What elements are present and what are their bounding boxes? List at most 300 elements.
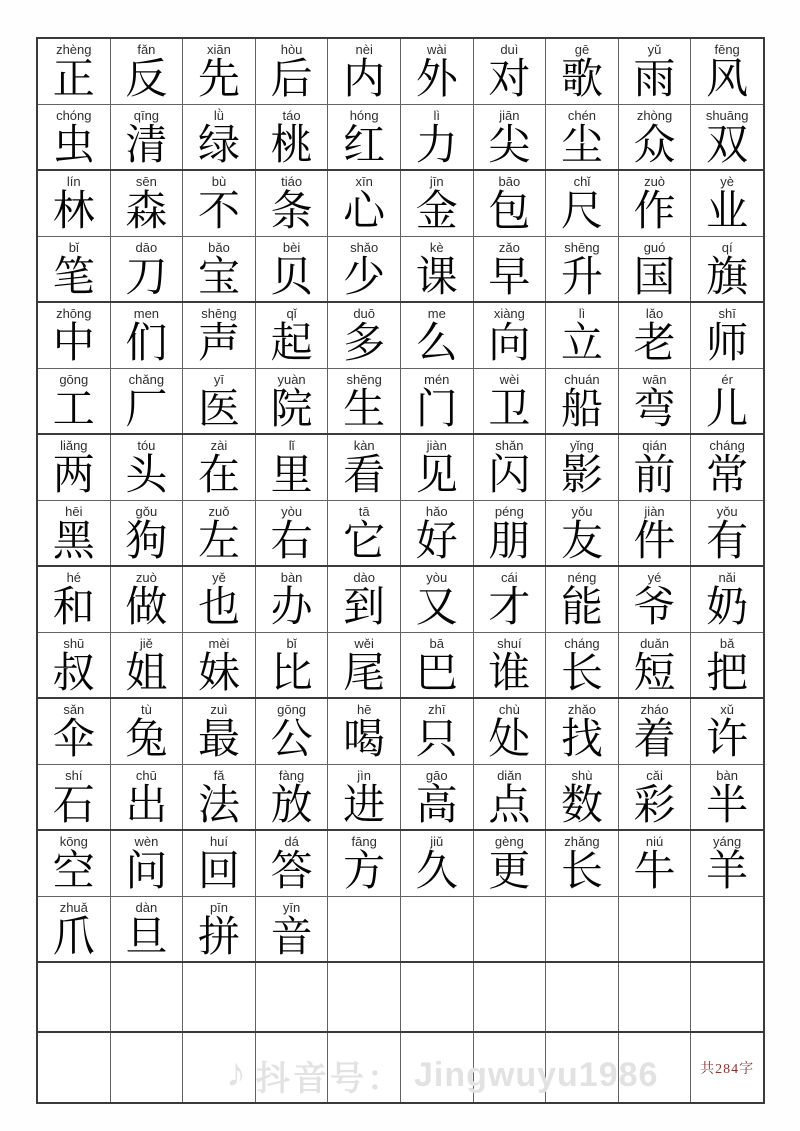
pinyin-label: duì: [500, 42, 519, 57]
table-row: [38, 699, 763, 765]
pinyin-label: cháng: [709, 438, 745, 453]
pinyin-label: mén: [424, 372, 450, 387]
char-cell: [183, 633, 256, 697]
hanzi-character: 心: [343, 189, 386, 235]
empty-cell: [619, 1033, 692, 1102]
pinyin-label: diǎn: [497, 768, 522, 783]
pinyin-label: yáng: [713, 834, 742, 849]
pinyin-label: cǎi: [646, 768, 663, 783]
hanzi-character: 中: [52, 321, 95, 367]
pinyin-label: wèn: [134, 834, 159, 849]
pinyin-label: jiàn: [426, 438, 447, 453]
char-cell: [256, 699, 329, 764]
hanzi-character: 空: [52, 849, 95, 895]
hanzi-character: 能: [560, 585, 603, 631]
hanzi-character: 少: [343, 255, 386, 301]
char-cell: [256, 237, 329, 301]
char-cell: [619, 105, 692, 169]
pinyin-label: dāo: [135, 240, 158, 255]
hanzi-character: 左: [197, 519, 240, 565]
char-cell: [38, 501, 111, 565]
empty-cell: [328, 963, 401, 1031]
pinyin-label: yīn: [282, 900, 301, 915]
hanzi-character: 工: [52, 387, 95, 433]
char-cell: [111, 237, 184, 301]
hanzi-character: 点: [488, 783, 531, 829]
pinyin-label: bǎo: [208, 240, 230, 255]
pinyin-label: hēi: [65, 504, 83, 519]
hanzi-character: 奶: [706, 585, 749, 631]
empty-cell: [474, 1033, 547, 1102]
pinyin-label: chóng: [56, 108, 92, 123]
char-cell: [691, 633, 763, 697]
pinyin-label: bā: [429, 636, 444, 651]
pinyin-label: pīn: [209, 900, 229, 915]
char-cell: [111, 105, 184, 169]
hanzi-character: 和: [52, 585, 95, 631]
char-cell: [691, 435, 763, 500]
pinyin-label: shī: [718, 306, 736, 321]
char-cell: [546, 501, 619, 565]
pinyin-label: yě: [212, 570, 226, 585]
char-cell: [256, 633, 329, 697]
pinyin-label: gōng: [277, 702, 307, 717]
hanzi-character: 出: [125, 783, 168, 829]
hanzi-character: 歌: [560, 57, 603, 103]
pinyin-label: bù: [211, 174, 227, 189]
pinyin-label: zhī: [428, 702, 446, 717]
char-cell: [256, 369, 329, 433]
table-row: [38, 303, 763, 369]
hanzi-character: 谁: [488, 651, 531, 697]
hanzi-character: 师: [706, 321, 749, 367]
hanzi-character: 虫: [52, 123, 95, 169]
hanzi-character: 看: [343, 453, 386, 499]
pinyin-label: xǔ: [720, 702, 734, 717]
pinyin-label: bǐ: [68, 240, 79, 255]
pinyin-label: lì: [578, 306, 586, 321]
hanzi-character: 到: [343, 585, 386, 631]
hanzi-character: 影: [560, 453, 603, 499]
hanzi-character: 课: [415, 255, 458, 301]
hanzi-character: 儿: [706, 387, 749, 433]
empty-cell: [619, 897, 692, 961]
char-cell: [256, 105, 329, 169]
pinyin-label: péng: [494, 504, 524, 519]
char-cell: [401, 435, 474, 500]
char-cell: [111, 765, 184, 829]
char-cell: [401, 633, 474, 697]
char-cell: [546, 171, 619, 236]
hanzi-character: 尾: [343, 651, 386, 697]
hanzi-character: 公: [270, 717, 313, 763]
char-cell: [619, 501, 692, 565]
hanzi-character: 对: [488, 57, 531, 103]
hanzi-character: 旗: [706, 255, 749, 301]
pinyin-label: fēng: [714, 42, 740, 57]
pinyin-label: chǎng: [128, 372, 165, 387]
hanzi-character: 朋: [488, 519, 531, 565]
hanzi-character: 刀: [125, 255, 168, 301]
char-cell: [474, 303, 547, 368]
pinyin-label: zhòng: [636, 108, 673, 123]
pinyin-label: bǎ: [719, 636, 735, 651]
pinyin-label: xiàng: [493, 306, 525, 321]
pinyin-label: cái: [501, 570, 518, 585]
pinyin-label: yǐng: [570, 438, 594, 453]
pinyin-label: chén: [567, 108, 597, 123]
hanzi-character: 先: [197, 57, 240, 103]
hanzi-character: 久: [415, 849, 458, 895]
pinyin-label: xīn: [355, 174, 373, 189]
char-cell: [401, 765, 474, 829]
hanzi-character: 旦: [125, 915, 168, 961]
char-cell: [546, 699, 619, 764]
empty-cell: [401, 897, 474, 961]
char-cell: [38, 39, 111, 104]
hanzi-character: 桃: [270, 123, 313, 169]
hanzi-character: 弯: [633, 387, 676, 433]
char-cell: [111, 897, 184, 961]
hanzi-character: 老: [633, 321, 676, 367]
pinyin-label: fǎ: [213, 768, 225, 783]
char-cell: [474, 501, 547, 565]
pinyin-label: niú: [645, 834, 664, 849]
pinyin-label: shǎn: [495, 438, 524, 453]
pinyin-label: me: [427, 306, 446, 321]
char-cell: [474, 105, 547, 169]
hanzi-character: 林: [52, 189, 95, 235]
pinyin-label: bàn: [280, 570, 303, 585]
hanzi-character: 尘: [560, 123, 603, 169]
hanzi-character: 后: [270, 57, 313, 103]
char-cell: [111, 303, 184, 368]
hanzi-character: 反: [125, 57, 168, 103]
watermark-account: Jingwuyu1986: [414, 1055, 659, 1094]
char-cell: [619, 435, 692, 500]
hanzi-character: 高: [415, 783, 458, 829]
hanzi-character: 院: [270, 387, 313, 433]
char-cell: [328, 39, 401, 104]
char-cell: [256, 765, 329, 829]
pinyin-label: qián: [642, 438, 667, 453]
pinyin-label: qīng: [133, 108, 160, 123]
char-cell: [401, 303, 474, 368]
pinyin-label: zuǒ: [208, 504, 230, 519]
char-cell: [474, 39, 547, 104]
pinyin-label: zhōng: [56, 306, 92, 321]
pinyin-label: zuò: [644, 174, 666, 189]
char-cell: [183, 831, 256, 896]
char-cell: [111, 831, 184, 896]
char-cell: [619, 831, 692, 896]
hanzi-character: 叔: [52, 651, 95, 697]
hanzi-character: 条: [270, 189, 313, 235]
pinyin-label: bǐ: [286, 636, 297, 651]
hanzi-character: 伞: [52, 717, 95, 763]
empty-cell: [256, 963, 329, 1031]
pinyin-label: wān: [642, 372, 667, 387]
pinyin-label: jiān: [499, 108, 520, 123]
char-cell: [474, 567, 547, 632]
pinyin-label: zhuǎ: [59, 900, 88, 915]
char-cell: [183, 435, 256, 500]
hanzi-character: 门: [415, 387, 458, 433]
empty-cell: [691, 963, 763, 1031]
hanzi-character: 放: [270, 783, 313, 829]
hanzi-character: 进: [343, 783, 386, 829]
char-cell: [328, 501, 401, 565]
table-row: [38, 369, 763, 435]
char-cell: [111, 699, 184, 764]
hanzi-character: 妹: [197, 651, 240, 697]
char-cell: [328, 303, 401, 368]
pinyin-label: yǔ: [647, 42, 662, 57]
pinyin-label: lǎo: [645, 306, 664, 321]
hanzi-character: 尖: [488, 123, 531, 169]
char-cell: [474, 831, 547, 896]
table-row: [38, 765, 763, 831]
hanzi-character: 件: [633, 519, 676, 565]
pinyin-label: yè: [720, 174, 734, 189]
char-cell: [546, 567, 619, 632]
char-cell: [546, 633, 619, 697]
hanzi-character: 红: [343, 123, 386, 169]
hanzi-character: 爷: [633, 585, 676, 631]
pinyin-label: qí: [721, 240, 733, 255]
char-cell: [546, 435, 619, 500]
hanzi-character: 作: [633, 189, 676, 235]
pinyin-label: bèi: [282, 240, 301, 255]
char-cell: [38, 369, 111, 433]
hanzi-character: 风: [706, 57, 749, 103]
hanzi-character: 最: [197, 717, 240, 763]
hanzi-character: 生: [343, 387, 386, 433]
empty-cell: [619, 963, 692, 1031]
pinyin-label: qǐ: [286, 306, 297, 321]
char-cell: [691, 501, 763, 565]
hanzi-character: 爪: [52, 915, 95, 961]
hanzi-character: 双: [706, 123, 749, 169]
char-cell: [256, 435, 329, 500]
char-cell: [38, 633, 111, 697]
empty-cell: [38, 963, 111, 1031]
pinyin-label: lín: [66, 174, 81, 189]
hanzi-character: 它: [343, 519, 386, 565]
hanzi-character: 好: [415, 519, 458, 565]
char-cell: [546, 765, 619, 829]
char-cell: [691, 369, 763, 433]
char-cell: [38, 237, 111, 301]
pinyin-label: shēng: [564, 240, 600, 255]
hanzi-character: 见: [415, 453, 458, 499]
char-cell: [546, 39, 619, 104]
pinyin-label: shēng: [346, 372, 382, 387]
pinyin-label: jīn: [429, 174, 444, 189]
pinyin-label: chù: [498, 702, 520, 717]
char-cell: [401, 237, 474, 301]
pinyin-label: lǜ: [213, 108, 225, 123]
char-cell: [619, 699, 692, 764]
hanzi-character: 尺: [560, 189, 603, 235]
pinyin-label: cháng: [564, 636, 600, 651]
table-row: [38, 501, 763, 567]
hanzi-character: 着: [633, 717, 676, 763]
hanzi-character: 常: [706, 453, 749, 499]
char-cell: [401, 501, 474, 565]
hanzi-character: 巴: [415, 651, 458, 697]
char-cell: [619, 369, 692, 433]
hanzi-character: 国: [633, 255, 676, 301]
pinyin-label: zuì: [210, 702, 228, 717]
hanzi-character: 半: [706, 783, 749, 829]
empty-cell: [546, 897, 619, 961]
pinyin-label: néng: [567, 570, 597, 585]
table-row: [38, 897, 763, 963]
hanzi-character: 里: [270, 453, 313, 499]
char-cell: [691, 237, 763, 301]
hanzi-character: 牛: [633, 849, 676, 895]
hanzi-character: 声: [197, 321, 240, 367]
hanzi-character: 长: [560, 849, 603, 895]
pinyin-label: zhǎng: [564, 834, 600, 849]
char-cell: [328, 765, 401, 829]
hanzi-character: 宝: [197, 255, 240, 301]
hanzi-character: 在: [197, 453, 240, 499]
empty-row: [38, 963, 763, 1033]
pinyin-label: zháo: [640, 702, 669, 717]
hanzi-character: 不: [197, 189, 240, 235]
char-cell: [38, 105, 111, 169]
hanzi-character: 长: [560, 651, 603, 697]
empty-cell: [546, 963, 619, 1031]
pinyin-label: yǒu: [571, 504, 593, 519]
pinyin-label: gē: [574, 42, 590, 57]
pinyin-label: yī: [213, 372, 225, 387]
hanzi-character: 闪: [488, 453, 531, 499]
hanzi-character: 做: [125, 585, 168, 631]
pinyin-label: duō: [353, 306, 376, 321]
pinyin-label: tù: [140, 702, 152, 717]
pinyin-label: tā: [358, 504, 370, 519]
pinyin-label: shū: [63, 636, 85, 651]
char-cell: [328, 369, 401, 433]
hanzi-character: 贝: [270, 255, 313, 301]
char-cell: [401, 39, 474, 104]
pinyin-label: shǎo: [350, 240, 379, 255]
pinyin-label: shēng: [201, 306, 237, 321]
char-cell: [38, 699, 111, 764]
char-cell: [256, 501, 329, 565]
char-cell: [691, 699, 763, 764]
table-row: [38, 39, 763, 105]
pinyin-label: shuāng: [705, 108, 749, 123]
hanzi-character: 多: [343, 321, 386, 367]
char-cell: [111, 435, 184, 500]
pinyin-label: yé: [647, 570, 662, 585]
pinyin-label: dàn: [135, 900, 158, 915]
char-cell: [691, 39, 763, 104]
hanzi-character: 力: [415, 123, 458, 169]
pinyin-label: hòu: [280, 42, 303, 57]
hanzi-character: 音: [270, 915, 313, 961]
pinyin-label: hǎo: [425, 504, 448, 519]
hanzi-character: 头: [125, 453, 168, 499]
pinyin-label: zuò: [135, 570, 157, 585]
empty-cell: [691, 897, 763, 961]
pinyin-label: jiàn: [644, 504, 665, 519]
pinyin-label: men: [133, 306, 160, 321]
hanzi-character: 右: [270, 519, 313, 565]
char-cell: [328, 831, 401, 896]
char-cell: [619, 39, 692, 104]
char-cell: [691, 765, 763, 829]
pinyin-label: sǎn: [63, 702, 85, 717]
hanzi-character: 船: [560, 387, 603, 433]
char-cell: [111, 633, 184, 697]
hanzi-character: 森: [125, 189, 168, 235]
hanzi-character: 石: [52, 783, 95, 829]
char-cell: [619, 633, 692, 697]
char-cell: [474, 699, 547, 764]
hanzi-character: 包: [488, 189, 531, 235]
char-cell: [38, 831, 111, 896]
hanzi-character: 喝: [343, 717, 386, 763]
pinyin-label: gāo: [425, 768, 448, 783]
pinyin-label: sēn: [135, 174, 157, 189]
char-cell: [619, 237, 692, 301]
hanzi-character: 升: [560, 255, 603, 301]
char-cell: [256, 897, 329, 961]
char-cell: [328, 567, 401, 632]
empty-cell: [401, 963, 474, 1031]
hanzi-character: 雨: [633, 57, 676, 103]
char-cell: [111, 39, 184, 104]
char-cell: [474, 369, 547, 433]
hanzi-character: 绿: [197, 123, 240, 169]
pinyin-label: jìn: [357, 768, 372, 783]
char-cell: [111, 369, 184, 433]
hanzi-character: 向: [488, 321, 531, 367]
pinyin-label: shí: [65, 768, 83, 783]
hanzi-character: 把: [706, 651, 749, 697]
pinyin-label: xiān: [207, 42, 231, 57]
char-cell: [256, 567, 329, 632]
pinyin-label: dá: [284, 834, 299, 849]
hanzi-character: 姐: [125, 651, 168, 697]
hanzi-character: 问: [125, 849, 168, 895]
table-row: [38, 105, 763, 171]
pinyin-label: shù: [571, 768, 593, 783]
char-cell: [328, 435, 401, 500]
pinyin-label: gǒu: [135, 504, 158, 519]
table-row: [38, 567, 763, 633]
hanzi-character: 更: [488, 849, 531, 895]
char-cell: [328, 171, 401, 236]
char-cell: [183, 105, 256, 169]
pinyin-label: nèi: [355, 42, 373, 57]
char-cell: [401, 171, 474, 236]
footer-row: [38, 1033, 763, 1102]
char-cell: [256, 303, 329, 368]
empty-cell: [401, 1033, 474, 1102]
hanzi-character: 两: [52, 453, 95, 499]
watermark-platform-label: 抖音号：: [256, 1059, 404, 1098]
empty-cell: [183, 963, 256, 1031]
hanzi-character: 正: [52, 57, 95, 103]
pinyin-label: fàng: [278, 768, 305, 783]
char-cell: [183, 897, 256, 961]
